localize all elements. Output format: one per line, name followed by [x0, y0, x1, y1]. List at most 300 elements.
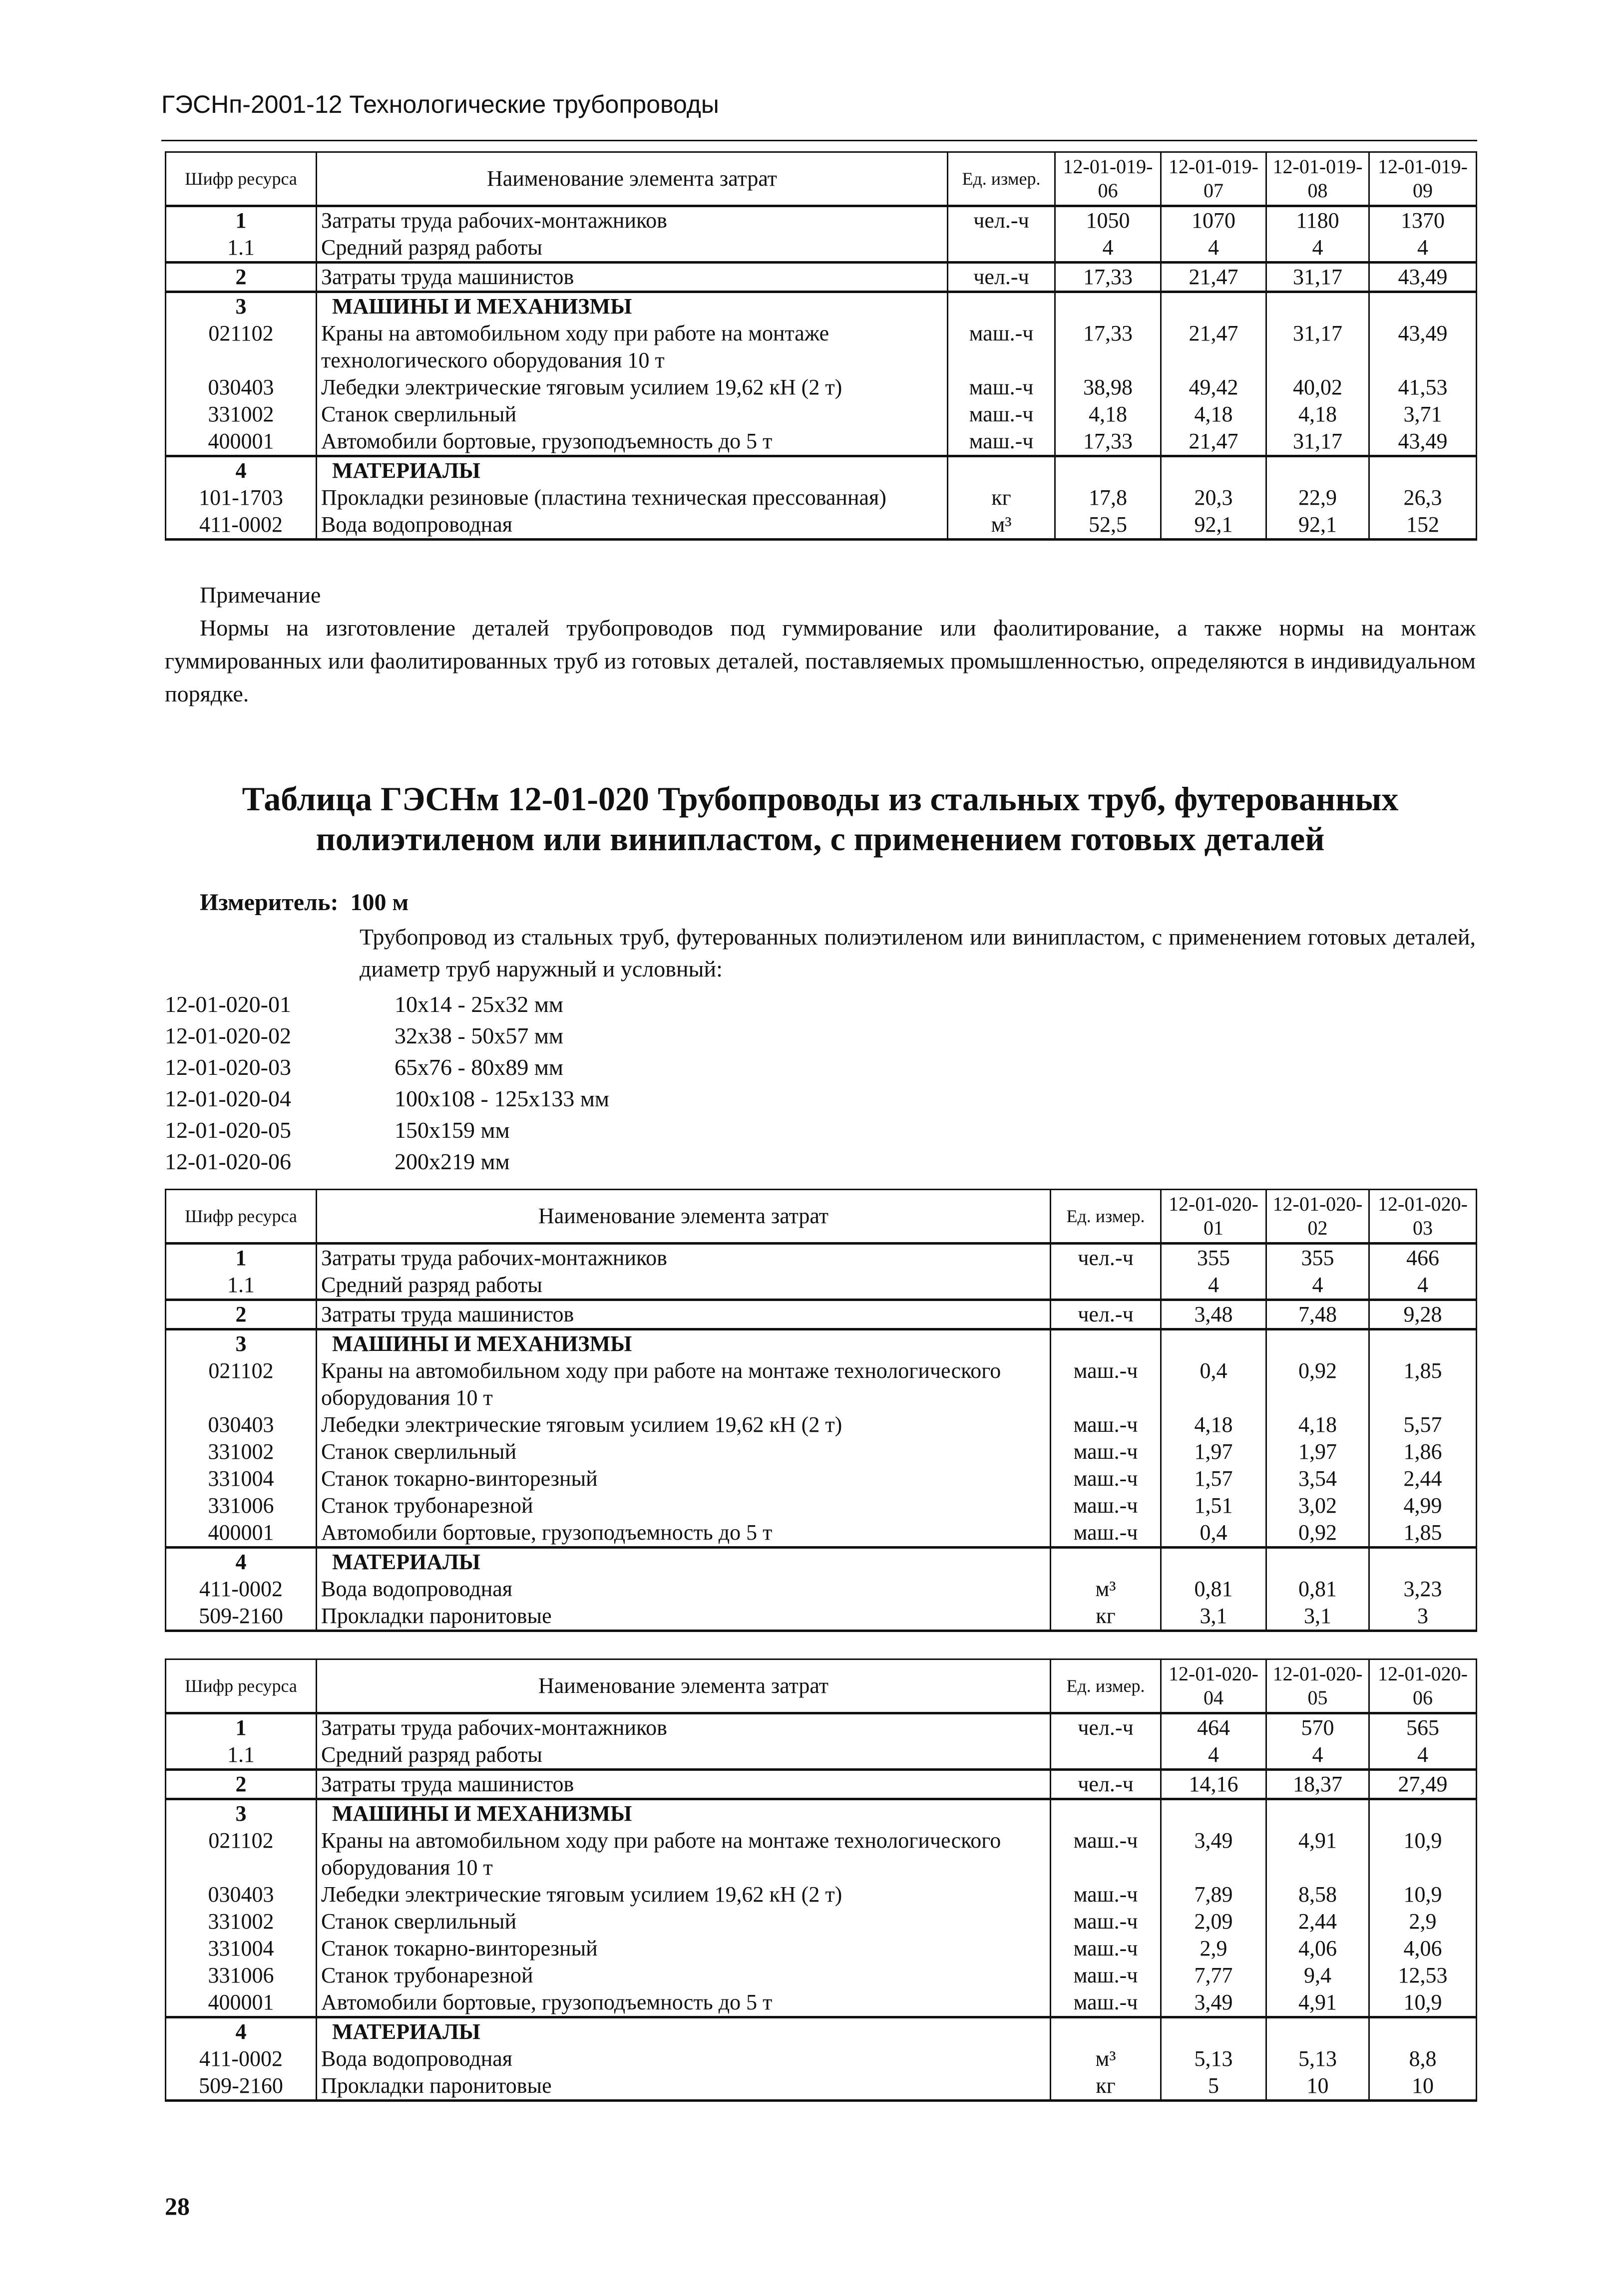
resource-code: 3: [166, 1329, 317, 1358]
unit: м³: [1051, 1576, 1161, 1603]
resource-code: 509-2160: [166, 1603, 317, 1631]
unit: чел.-ч: [948, 263, 1055, 292]
table-row: [166, 1935, 1477, 1962]
norm-value: 3,02: [1266, 1492, 1369, 1519]
norm-value: 3,71: [1369, 401, 1477, 428]
norm-value: 18,37: [1266, 1770, 1369, 1799]
unit: маш.-ч: [1051, 1989, 1161, 2017]
unit: чел.-ч: [1051, 1713, 1161, 1742]
norm-value: [1161, 1548, 1266, 1576]
unit: [1051, 1741, 1161, 1770]
table-row: [166, 1962, 1477, 1989]
cost-element-name: Лебедки электрические тяговым усилием 19,62 кН (2 т): [317, 1411, 1051, 1438]
norm-value: 10,9: [1369, 1827, 1477, 1881]
norm-value: 0,4: [1161, 1519, 1266, 1548]
header-norm-code: 12-01-020-05: [1266, 1659, 1369, 1713]
norm-value: 3,54: [1266, 1465, 1369, 1492]
unit: чел.-ч: [948, 206, 1055, 235]
norm-code: 12-01-020-06: [165, 1149, 291, 1174]
row-group: [166, 1329, 1477, 1548]
unit: маш.-ч: [1051, 1908, 1161, 1935]
resource-code: 411-0002: [166, 511, 317, 540]
unit: маш.-ч: [1051, 1465, 1161, 1492]
norm-value: 9,28: [1369, 1300, 1477, 1329]
running-header: ГЭСНп-2001-12 Технологические трубопроводы: [161, 90, 719, 118]
table-row: [166, 292, 1477, 321]
measure-label: Измеритель:: [200, 889, 339, 916]
norm-value: 27,49: [1369, 1770, 1477, 1799]
norm-value: 4: [1161, 1272, 1266, 1300]
norm-value: 31,17: [1266, 320, 1369, 374]
norm-value: [1161, 292, 1266, 321]
norm-value: 17,33: [1055, 320, 1161, 374]
note-title: Примечание: [200, 582, 321, 608]
header-norm-code: 12-01-019-07: [1161, 152, 1266, 206]
norm-value: 565: [1369, 1713, 1477, 1742]
table-row: [166, 1272, 1477, 1300]
norm-value: [1369, 1329, 1477, 1358]
header-row: [166, 1190, 1477, 1244]
norm-value: 52,5: [1055, 511, 1161, 540]
resource-code: 2: [166, 1770, 317, 1799]
norm-value: 4,18: [1055, 401, 1161, 428]
cost-element-name: Средний разряд работы: [317, 234, 948, 263]
table-row: [166, 1492, 1477, 1519]
norm-value: 20,3: [1161, 484, 1266, 511]
norm-value: 4,91: [1266, 1989, 1369, 2017]
norm-value: 2,09: [1161, 1908, 1266, 1935]
cost-element-name: Средний разряд работы: [317, 1741, 1051, 1770]
code-list-item: [165, 1051, 609, 1083]
resource-code: 331002: [166, 1438, 317, 1465]
header-norm-code: 12-01-020-03: [1369, 1190, 1477, 1244]
cost-element-name: Автомобили бортовые, грузоподъемность до 5 т: [317, 428, 948, 456]
header-norm-code: 12-01-020-02: [1266, 1190, 1369, 1244]
table-row: [166, 1770, 1477, 1799]
norm-value: [1369, 1799, 1477, 1828]
norm-value: [1266, 292, 1369, 321]
unit: кг: [1051, 2072, 1161, 2101]
norm-value: 4,18: [1266, 401, 1369, 428]
resource-code: 4: [166, 2017, 317, 2046]
norm-value: 1,51: [1161, 1492, 1266, 1519]
norm-value: 21,47: [1161, 263, 1266, 292]
norm-value: 1050: [1055, 206, 1161, 235]
norm-value: 21,47: [1161, 428, 1266, 456]
norm-value: 4,06: [1369, 1935, 1477, 1962]
norm-value: 12,53: [1369, 1962, 1477, 1989]
unit: маш.-ч: [1051, 1962, 1161, 1989]
table-row: [166, 263, 1477, 292]
table-row: [166, 234, 1477, 263]
cost-table: [165, 151, 1477, 541]
norm-value: [1266, 1329, 1369, 1358]
table-row: [166, 1827, 1477, 1881]
norm-value: 49,42: [1161, 374, 1266, 401]
norm-value: 8,8: [1369, 2045, 1477, 2072]
norm-value: 22,9: [1266, 484, 1369, 511]
resource-code: 331004: [166, 1465, 317, 1492]
norm-code: 12-01-020-02: [165, 1023, 291, 1048]
table-row: [166, 1244, 1477, 1272]
resource-code: 331002: [166, 401, 317, 428]
code-list-item: [165, 1146, 609, 1177]
cost-element-name: Краны на автомобильном ходу при работе на монтаже технологического оборудования 10 т: [317, 320, 948, 374]
norm-value: [1369, 1548, 1477, 1576]
table-row: [166, 1357, 1477, 1411]
norm-value: 2,44: [1266, 1908, 1369, 1935]
cost-element-name: Станок трубонарезной: [317, 1492, 1051, 1519]
norm-value: 1070: [1161, 206, 1266, 235]
resource-code: 030403: [166, 1881, 317, 1908]
table-row: [166, 456, 1477, 485]
norm-value: [1055, 292, 1161, 321]
norm-value: 43,49: [1369, 263, 1477, 292]
header-name: Наименование элемента затрат: [317, 1190, 1051, 1244]
cost-element-name: Лебедки электрические тяговым усилием 19,62 кН (2 т): [317, 374, 948, 401]
code-list-item: [165, 1083, 609, 1114]
cost-element-name: Станок токарно-винторезный: [317, 1465, 1051, 1492]
row-group: [166, 263, 1477, 292]
cost-element-name: Вода водопроводная: [317, 511, 948, 540]
norm-value: 8,58: [1266, 1881, 1369, 1908]
header-norm-code: 12-01-020-06: [1369, 1659, 1477, 1713]
table-row: [166, 401, 1477, 428]
norm-value: 2,9: [1369, 1908, 1477, 1935]
norm-value: [1369, 2017, 1477, 2046]
unit: маш.-ч: [948, 428, 1055, 456]
row-group: [166, 1300, 1477, 1329]
resource-table-020-a: [165, 1189, 1477, 1632]
resource-code: 331002: [166, 1908, 317, 1935]
table-row: [166, 484, 1477, 511]
table-row: [166, 2045, 1477, 2072]
row-group: [166, 1770, 1477, 1799]
unit: маш.-ч: [948, 374, 1055, 401]
norm-value: 3,49: [1161, 1827, 1266, 1881]
norm-value: 1,97: [1266, 1438, 1369, 1465]
section-heading: МАТЕРИАЛЫ: [317, 2017, 1051, 2046]
resource-code: 1.1: [166, 234, 317, 263]
norm-value: 17,33: [1055, 263, 1161, 292]
norm-value: [1266, 1799, 1369, 1828]
norm-value: 5: [1161, 2072, 1266, 2101]
measure: [200, 889, 408, 916]
unit: [1051, 1329, 1161, 1358]
resource-code: 1.1: [166, 1741, 317, 1770]
norm-value: 464: [1161, 1713, 1266, 1742]
cost-element-name: Вода водопроводная: [317, 2045, 1051, 2072]
pipe-size: 10x14 - 25x32 мм: [395, 991, 564, 1017]
section-description: Трубопровод из стальных труб, футерованных полиэтиленом или винипластом, с применением готовых деталей, диаметр труб наружный и условный:: [360, 924, 1476, 982]
resource-code: 1: [166, 206, 317, 235]
header-unit: Ед. измер.: [1051, 1659, 1161, 1713]
norm-value: 0,81: [1266, 1576, 1369, 1603]
table-row: [166, 1519, 1477, 1548]
cost-element-name: Станок токарно-винторезный: [317, 1935, 1051, 1962]
norm-value: 1370: [1369, 206, 1477, 235]
unit: маш.-ч: [1051, 1357, 1161, 1411]
resource-code: 411-0002: [166, 1576, 317, 1603]
header-unit: Ед. измер.: [948, 152, 1055, 206]
norm-value: 26,3: [1369, 484, 1477, 511]
unit: кг: [948, 484, 1055, 511]
norm-value: 5,13: [1266, 2045, 1369, 2072]
norm-value: 4,18: [1161, 1411, 1266, 1438]
norm-value: [1161, 1329, 1266, 1358]
unit: [1051, 1272, 1161, 1300]
norm-value: 40,02: [1266, 374, 1369, 401]
norm-value: [1369, 292, 1477, 321]
unit: [1051, 1548, 1161, 1576]
norm-value: 3,23: [1369, 1576, 1477, 1603]
norm-value: 1180: [1266, 206, 1369, 235]
norm-value: 4: [1266, 234, 1369, 263]
unit: [1051, 2017, 1161, 2046]
unit: маш.-ч: [948, 401, 1055, 428]
table-row: [166, 2017, 1477, 2046]
header-row: [166, 1659, 1477, 1713]
norm-value: 355: [1266, 1244, 1369, 1272]
cost-element-name: Лебедки электрические тяговым усилием 19,62 кН (2 т): [317, 1881, 1051, 1908]
unit: маш.-ч: [1051, 1881, 1161, 1908]
norm-code: 12-01-020-01: [165, 991, 291, 1017]
table-row: [166, 1603, 1477, 1631]
norm-value: 41,53: [1369, 374, 1477, 401]
cost-element-name: Автомобили бортовые, грузоподъемность до 5 т: [317, 1989, 1051, 2017]
norm-value: 1,86: [1369, 1438, 1477, 1465]
row-group: [166, 456, 1477, 540]
cost-element-name: Прокладки паронитовые: [317, 2072, 1051, 2101]
norm-value: 10,9: [1369, 1989, 1477, 2017]
pipe-size: 32x38 - 50x57 мм: [395, 1023, 564, 1048]
unit: маш.-ч: [948, 320, 1055, 374]
norm-value: [1055, 456, 1161, 485]
table-row: [166, 320, 1477, 374]
norm-value: 2,9: [1161, 1935, 1266, 1962]
header-name: Наименование элемента затрат: [317, 152, 948, 206]
resource-code: 2: [166, 1300, 317, 1329]
norm-value: 4,18: [1266, 1411, 1369, 1438]
header-code: Шифр ресурса: [166, 1659, 317, 1713]
norm-value: 4: [1266, 1741, 1369, 1770]
code-list-item: [165, 1114, 609, 1146]
unit: [948, 234, 1055, 263]
cost-element-name: Краны на автомобильном ходу при работе на монтаже технологического оборудования 10 т: [317, 1357, 1051, 1411]
table-row: [166, 1908, 1477, 1935]
cost-element-name: Затраты труда рабочих-монтажников: [317, 206, 948, 235]
cost-element-name: Затраты труда машинистов: [317, 1300, 1051, 1329]
norm-value: 3,48: [1161, 1300, 1266, 1329]
norm-value: 1,97: [1161, 1438, 1266, 1465]
cost-element-name: Прокладки резиновые (пластина техническая прессованная): [317, 484, 948, 511]
cost-element-name: Затраты труда машинистов: [317, 263, 948, 292]
row-group: [166, 1799, 1477, 2017]
norm-value: 17,33: [1055, 428, 1161, 456]
resource-code: 4: [166, 1548, 317, 1576]
norm-value: 4,18: [1161, 401, 1266, 428]
section-title: Таблица ГЭСНм 12-01-020 Трубопроводы из стальных труб, футерованных полиэтиленом или винипластом, с применением готовых деталей: [242, 780, 1399, 858]
norm-value: 1,85: [1369, 1357, 1477, 1411]
resource-code: 030403: [166, 1411, 317, 1438]
norm-value: 4: [1266, 1272, 1369, 1300]
cost-element-name: Краны на автомобильном ходу при работе на монтаже технологического оборудования 10 т: [317, 1827, 1051, 1881]
norm-value: 31,17: [1266, 428, 1369, 456]
norm-value: 2,44: [1369, 1465, 1477, 1492]
norm-value: 0,92: [1266, 1519, 1369, 1548]
norm-code: 12-01-020-05: [165, 1117, 291, 1143]
table-row: [166, 374, 1477, 401]
table-row: [166, 1329, 1477, 1358]
resource-code: 1: [166, 1244, 317, 1272]
norm-value: 152: [1369, 511, 1477, 540]
header-norm-code: 12-01-020-04: [1161, 1659, 1266, 1713]
unit: маш.-ч: [1051, 1492, 1161, 1519]
norm-code: 12-01-020-03: [165, 1054, 291, 1080]
header-row: [166, 152, 1477, 206]
table-row: [166, 1548, 1477, 1576]
norm-value: 5,57: [1369, 1411, 1477, 1438]
unit: маш.-ч: [1051, 1827, 1161, 1881]
norm-value: [1266, 1548, 1369, 1576]
resource-code: 021102: [166, 1827, 317, 1881]
table-row: [166, 1881, 1477, 1908]
section-heading: МАТЕРИАЛЫ: [317, 456, 948, 485]
pipe-size: 100x108 - 125x133 мм: [395, 1086, 610, 1111]
header-code: Шифр ресурса: [166, 152, 317, 206]
header-norm-code: 12-01-019-09: [1369, 152, 1477, 206]
norm-value: 21,47: [1161, 320, 1266, 374]
norm-value: [1266, 456, 1369, 485]
header-rule: [161, 140, 1477, 141]
resource-code: 400001: [166, 428, 317, 456]
norm-value: 4,91: [1266, 1827, 1369, 1881]
norm-value: 9,4: [1266, 1962, 1369, 1989]
cost-element-name: Затраты труда рабочих-монтажников: [317, 1244, 1051, 1272]
norm-value: 7,48: [1266, 1300, 1369, 1329]
table-row: [166, 1411, 1477, 1438]
cost-element-name: Затраты труда рабочих-монтажников: [317, 1713, 1051, 1742]
table-row: [166, 1741, 1477, 1770]
section-heading: МАШИНЫ И МЕХАНИЗМЫ: [317, 1799, 1051, 1828]
norm-value: 4,99: [1369, 1492, 1477, 1519]
code-list-item: [165, 988, 609, 1020]
norm-value: 0,81: [1161, 1576, 1266, 1603]
resource-table-019: [165, 151, 1477, 541]
header-norm-code: 12-01-019-06: [1055, 152, 1161, 206]
table-row: [166, 1438, 1477, 1465]
header-code: Шифр ресурса: [166, 1190, 317, 1244]
norm-value: 7,77: [1161, 1962, 1266, 1989]
header-norm-code: 12-01-019-08: [1266, 152, 1369, 206]
norm-value: 43,49: [1369, 428, 1477, 456]
norm-value: 4: [1161, 1741, 1266, 1770]
norm-value: 4: [1369, 1272, 1477, 1300]
pipe-size: 200x219 мм: [395, 1149, 510, 1174]
unit: маш.-ч: [1051, 1519, 1161, 1548]
norm-value: 10: [1369, 2072, 1477, 2101]
norm-value: [1161, 456, 1266, 485]
norm-value: 3: [1369, 1603, 1477, 1631]
norm-value: 355: [1161, 1244, 1266, 1272]
resource-code: 400001: [166, 1989, 317, 2017]
norm-value: 3,1: [1161, 1603, 1266, 1631]
resource-code: 101-1703: [166, 484, 317, 511]
row-group: [166, 2017, 1477, 2101]
row-group: [166, 1548, 1477, 1631]
norm-value: 4: [1055, 234, 1161, 263]
norm-value: 4: [1369, 234, 1477, 263]
code-list-item: [165, 1020, 609, 1051]
unit: [948, 292, 1055, 321]
norm-value: 92,1: [1266, 511, 1369, 540]
header-norm-code: 12-01-020-01: [1161, 1190, 1266, 1244]
resource-code: 4: [166, 456, 317, 485]
table-row: [166, 2072, 1477, 2101]
table-row: [166, 1989, 1477, 2017]
resource-code: 2: [166, 263, 317, 292]
resource-code: 331004: [166, 1935, 317, 1962]
row-group: [166, 292, 1477, 456]
resource-table-020-b: [165, 1658, 1477, 2102]
norm-value: 38,98: [1055, 374, 1161, 401]
table-row: [166, 1465, 1477, 1492]
header-name: Наименование элемента затрат: [317, 1659, 1051, 1713]
unit: [1051, 1799, 1161, 1828]
norm-value: 1,57: [1161, 1465, 1266, 1492]
cost-element-name: Станок сверлильный: [317, 1438, 1051, 1465]
table-row: [166, 1300, 1477, 1329]
row-group: [166, 206, 1477, 263]
norm-value: 4: [1161, 234, 1266, 263]
cost-element-name: Станок сверлильный: [317, 1908, 1051, 1935]
norm-value: 1,85: [1369, 1519, 1477, 1548]
cost-element-name: Станок трубонарезной: [317, 1962, 1051, 1989]
cost-element-name: Автомобили бортовые, грузоподъемность до 5 т: [317, 1519, 1051, 1548]
pipe-size: 65x76 - 80x89 мм: [395, 1054, 564, 1080]
unit: м³: [1051, 2045, 1161, 2072]
table-row: [166, 1713, 1477, 1742]
norm-value: [1161, 2017, 1266, 2046]
resource-code: 1.1: [166, 1272, 317, 1300]
cost-table: [165, 1658, 1477, 2102]
resource-code: 021102: [166, 320, 317, 374]
pipe-size: 150x159 мм: [395, 1117, 510, 1143]
norm-value: 10,9: [1369, 1881, 1477, 1908]
row-group: [166, 1244, 1477, 1300]
unit: кг: [1051, 1603, 1161, 1631]
header-unit: Ед. измер.: [1051, 1190, 1161, 1244]
page-number: 28: [165, 2192, 190, 2220]
resource-code: 400001: [166, 1519, 317, 1548]
norm-value: 31,17: [1266, 263, 1369, 292]
cost-element-name: Вода водопроводная: [317, 1576, 1051, 1603]
norm-value: 17,8: [1055, 484, 1161, 511]
cost-element-name: Средний разряд работы: [317, 1272, 1051, 1300]
unit: чел.-ч: [1051, 1300, 1161, 1329]
resource-code: 1: [166, 1713, 317, 1742]
unit: маш.-ч: [1051, 1438, 1161, 1465]
unit: маш.-ч: [1051, 1935, 1161, 1962]
norm-value: 14,16: [1161, 1770, 1266, 1799]
norm-value: [1161, 1799, 1266, 1828]
cost-element-name: Затраты труда машинистов: [317, 1770, 1051, 1799]
norm-value: 7,89: [1161, 1881, 1266, 1908]
norm-value: 466: [1369, 1244, 1477, 1272]
norm-value: 3,49: [1161, 1989, 1266, 2017]
unit: м³: [948, 511, 1055, 540]
norm-value: 0,92: [1266, 1357, 1369, 1411]
